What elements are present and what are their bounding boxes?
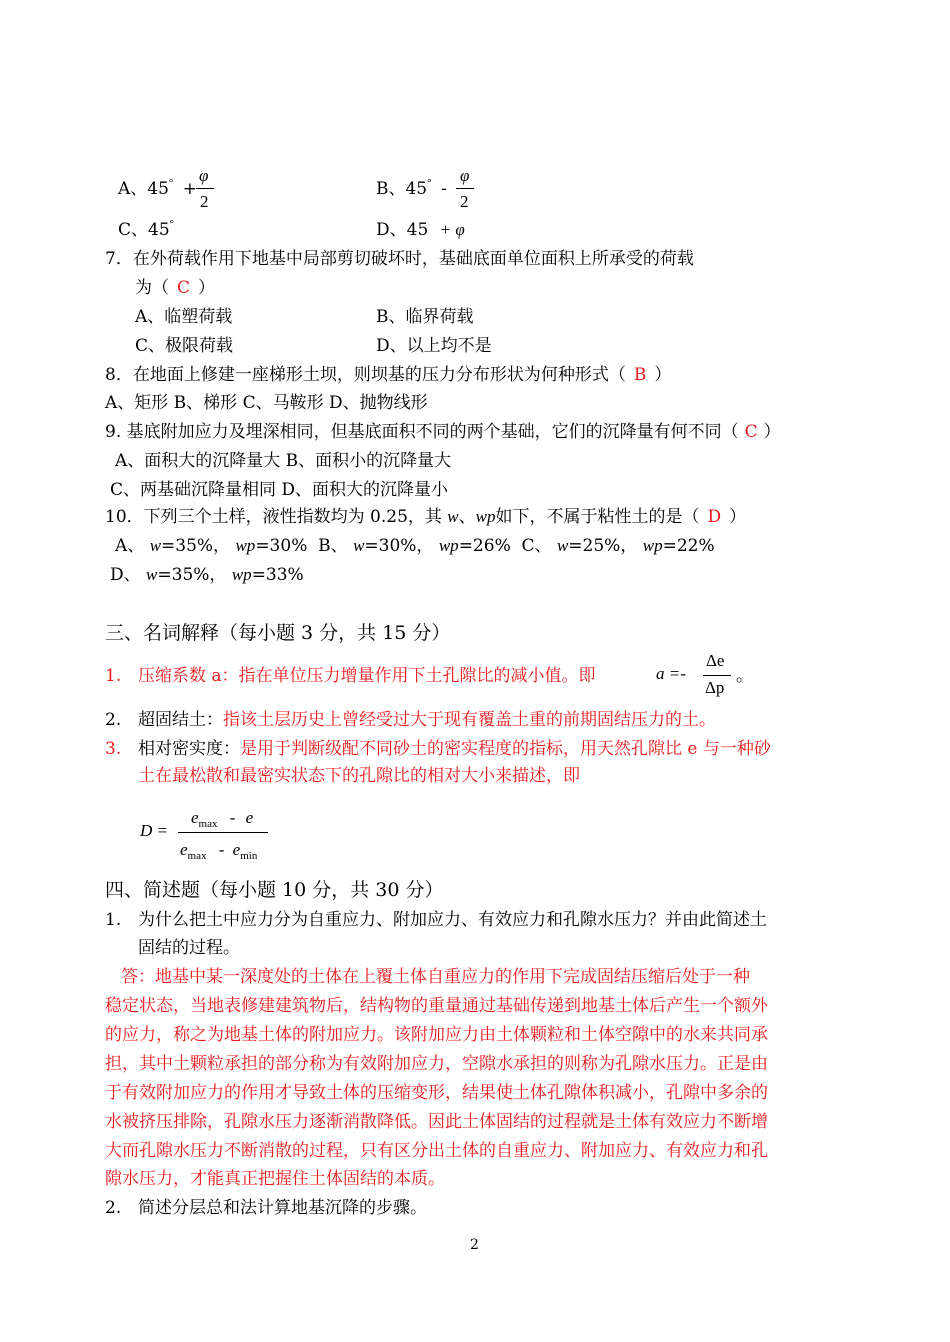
q10-opt-a-wp: wp bbox=[235, 536, 256, 555]
q10-opt-d-w: w bbox=[146, 565, 158, 584]
s3-item1-delta-e: Δe bbox=[706, 651, 725, 670]
q10-opt-b-wp: wp bbox=[438, 536, 459, 555]
s4-answer-line-1: 答：地基中某一深度处的土体在上覆土体自重应力的作用下完成固结压缩后处于一种 bbox=[121, 967, 750, 987]
q9-close: ） bbox=[763, 422, 781, 442]
q7-option-a: A、临塑荷载 bbox=[135, 307, 233, 327]
q10-opt-d-w-val: =35%， bbox=[157, 565, 227, 585]
q10-opt-a-w: w bbox=[149, 536, 162, 555]
dr-den-min: min bbox=[240, 850, 258, 862]
q6-option-a-plus: + bbox=[182, 179, 197, 199]
q10-opt-b-w: w bbox=[353, 536, 365, 555]
s3-item1-delta-p: Δp bbox=[705, 678, 725, 697]
s4-q2-text: 简述分层总和法计算地基沉降的步骤。 bbox=[138, 1198, 427, 1218]
q10-stem-pre: 10．下列三个土样，液性指数均为 0.25，其 bbox=[105, 507, 442, 527]
s4-answer-line-8: 隙水压力，才能真正把握住土体固结的本质。 bbox=[105, 1169, 445, 1189]
q6-option-b: B、45° - bbox=[376, 177, 447, 199]
q10-answer: D bbox=[707, 507, 722, 527]
q6-option-d-tail: + φ bbox=[439, 220, 465, 239]
s4-answer-line-3: 的应力，称之为地基土体的附加应力。该附加应力由土体颗粒和土体空隙中的水来共同承 bbox=[105, 1025, 768, 1045]
q10-w-symbol: w bbox=[447, 507, 459, 526]
q10-opt-b-pre: B、 bbox=[318, 536, 348, 556]
q10-stem-post: 如下，不属于粘性土的是（ bbox=[495, 507, 700, 527]
q10-opt-c-w: w bbox=[556, 536, 569, 555]
s3-item1-num: 1. bbox=[105, 666, 122, 686]
q6-option-b-minus: - bbox=[440, 179, 447, 199]
q10-wp-symbol: wp bbox=[475, 507, 496, 526]
q7-stem-line2 bbox=[135, 277, 215, 299]
s4-q1-num: 1. bbox=[105, 910, 122, 930]
q6-b-num: φ bbox=[460, 166, 470, 185]
q10-opt-c-w-val: =25%， bbox=[568, 536, 638, 556]
q10-close: ） bbox=[729, 507, 747, 527]
q6-option-b-label: B、45 bbox=[376, 179, 428, 199]
s4-answer-line-2: 稳定状态，当地表修建建筑物后，结构物的重量通过基础传递到地基土体后产生一个额外 bbox=[105, 996, 768, 1016]
q10-stem bbox=[105, 506, 746, 528]
q10-opt-b-w-val: =30%， bbox=[364, 536, 434, 556]
q10-opt-a-wp-val: =30% bbox=[255, 536, 308, 556]
dr-numerator bbox=[191, 808, 253, 828]
q9-stem bbox=[105, 421, 781, 443]
s3-item3-num: 3. bbox=[105, 739, 122, 759]
section4-heading: 四、简述题（每小题 10 分，共 30 分） bbox=[105, 879, 444, 901]
s4-answer-line-6: 水被挤压排除，孔隙水压力逐渐消散降低。因此土体固结的过程就是土体有效应力不断增 bbox=[105, 1112, 768, 1132]
s4-q2-num: 2. bbox=[105, 1198, 122, 1218]
dr-den-minus: - bbox=[218, 840, 225, 859]
q9-answer: C bbox=[744, 422, 758, 442]
q7-option-d: D、以上均不是 bbox=[376, 336, 492, 356]
dr-den-max: max bbox=[187, 850, 207, 862]
q9-stem-text: 9. 基底附加应力及埋深相同，但基底面积不同的两个基础，它们的沉降量有何不同（ bbox=[105, 422, 739, 442]
dr-num-e: e bbox=[191, 808, 199, 827]
s3-item1-text bbox=[138, 665, 596, 687]
s4-answer-line-5: 于有效附加应力的作用才导致土体的压缩变形，结果使土体孔隙体积减小，孔隙中多余的 bbox=[105, 1083, 768, 1103]
q6-b-den: 2 bbox=[460, 192, 469, 211]
q6-option-a-label: A、45 bbox=[118, 179, 169, 199]
s3-item2-num: 2. bbox=[105, 710, 122, 730]
dr-den-e2: e bbox=[232, 840, 241, 859]
q6-a-den: 2 bbox=[200, 192, 209, 211]
q6-b-fraction-bar bbox=[456, 188, 474, 189]
s3-item1-num-expr bbox=[706, 651, 724, 671]
s3-item2-def: 指该土层历史上曾经受过大于现有覆盖土重的前期固结压力的土。 bbox=[223, 710, 716, 730]
q6-a-num: φ bbox=[199, 166, 209, 185]
q7-option-b: B、临界荷载 bbox=[376, 307, 474, 327]
dr-denominator bbox=[180, 840, 257, 860]
q6-option-d bbox=[376, 219, 465, 241]
q7-option-c: C、极限荷载 bbox=[135, 336, 234, 356]
dr-lhs: D = bbox=[140, 821, 168, 840]
q8-stem-text: 8．在地面上修建一座梯形土坝，则坝基的压力分布形状为何种形式（ bbox=[105, 365, 626, 385]
q8-answer: B bbox=[633, 365, 647, 385]
dr-den-e: e bbox=[180, 840, 188, 859]
page-number: 2 bbox=[470, 1237, 479, 1253]
s3-item1-end: 。 bbox=[736, 666, 753, 686]
s4-q1-text: 为什么把土中应力分为自重应力、附加应力、有效应力和孔隙水压力？并由此简述土 bbox=[138, 910, 767, 930]
s3-item3-text bbox=[138, 738, 771, 760]
q9-options-line2: C、两基础沉降量相同 D、面积大的沉降量小 bbox=[110, 480, 449, 500]
s4-answer-line-4: 担，其中土颗粒承担的部分称为有效附加应力，空隙水承担的则称为孔隙水压力。正是由 bbox=[105, 1054, 768, 1074]
section3-heading: 三、名词解释（每小题 3 分，共 15 分） bbox=[105, 622, 451, 644]
q7-stem2-post: ） bbox=[198, 278, 216, 298]
q10-opt-a-pre: A、 bbox=[115, 536, 145, 556]
dr-num-max: max bbox=[198, 818, 218, 830]
q10-opt-a-w-val: =35%， bbox=[161, 536, 231, 556]
s3-item3-text2: 土在最松散和最密实状态下的孔隙比的相对大小来描述，即 bbox=[138, 766, 580, 786]
s3-item3-term: 相对密实度： bbox=[138, 739, 240, 759]
q9-options-line1: A、面积大的沉降量大 B、面积小的沉降量大 bbox=[115, 451, 452, 471]
q10-opt-d-wp: wp bbox=[231, 565, 252, 584]
q10-opt-d-wp-val: =33% bbox=[251, 565, 304, 585]
q8-options: A、矩形 B、梯形 C、马鞍形 D、抛物线形 bbox=[105, 393, 428, 413]
q10-sep: 、 bbox=[458, 507, 476, 527]
q7-answer: C bbox=[177, 278, 191, 298]
q10-opt-c-wp: wp bbox=[642, 536, 663, 555]
s3-item2-text bbox=[138, 709, 716, 731]
q6-option-a: A、45° + bbox=[118, 177, 197, 199]
q10-opt-c-wp-val: =22% bbox=[662, 536, 715, 556]
q6-option-c-label: C、45 bbox=[118, 220, 170, 240]
q7-stem2-pre: 为（ bbox=[135, 278, 169, 298]
q10-opt-b-wp-val: =26% bbox=[458, 536, 511, 556]
s3-item1-lhs: a =- bbox=[656, 664, 686, 683]
q10-options-line2 bbox=[110, 564, 304, 586]
dr-fraction-bar bbox=[178, 832, 268, 833]
q10-opt-d-pre: D、 bbox=[110, 565, 141, 585]
s3-item2-term: 超固结土： bbox=[138, 710, 223, 730]
q6-a-fraction-bar bbox=[196, 188, 214, 189]
q6-option-c: C、45° bbox=[118, 218, 175, 240]
dr-num-minus: - bbox=[229, 808, 236, 827]
dr-num-e2: e bbox=[245, 808, 254, 827]
s4-q1-text2: 固结的过程。 bbox=[138, 938, 240, 958]
q8-stem bbox=[105, 364, 671, 386]
s3-item3-def: 是用于判断级配不同砂土的密实程度的指标，用天然孔隙比 e 与一种砂 bbox=[240, 739, 771, 759]
q6-option-d-label: D、45 bbox=[376, 220, 429, 240]
q8-close: ） bbox=[654, 365, 672, 385]
q7-stem: 7．在外荷载作用下地基中局部剪切破坏时，基础底面单位面积上所承受的荷载 bbox=[105, 249, 694, 269]
s3-item1-body: 压缩系数 a：指在单位压力增量作用下土孔隙比的减小值。即 bbox=[138, 666, 596, 686]
q10-opt-c-pre: C、 bbox=[521, 536, 552, 556]
q10-options-line1 bbox=[115, 535, 715, 557]
s3-item1-fraction-bar bbox=[703, 675, 731, 676]
s3-item1-den-expr bbox=[705, 678, 724, 698]
s4-answer-line-7: 大而孔隙水压力不断消散的过程，只有区分出土体的自重应力、附加应力、有效应力和孔 bbox=[105, 1141, 768, 1161]
